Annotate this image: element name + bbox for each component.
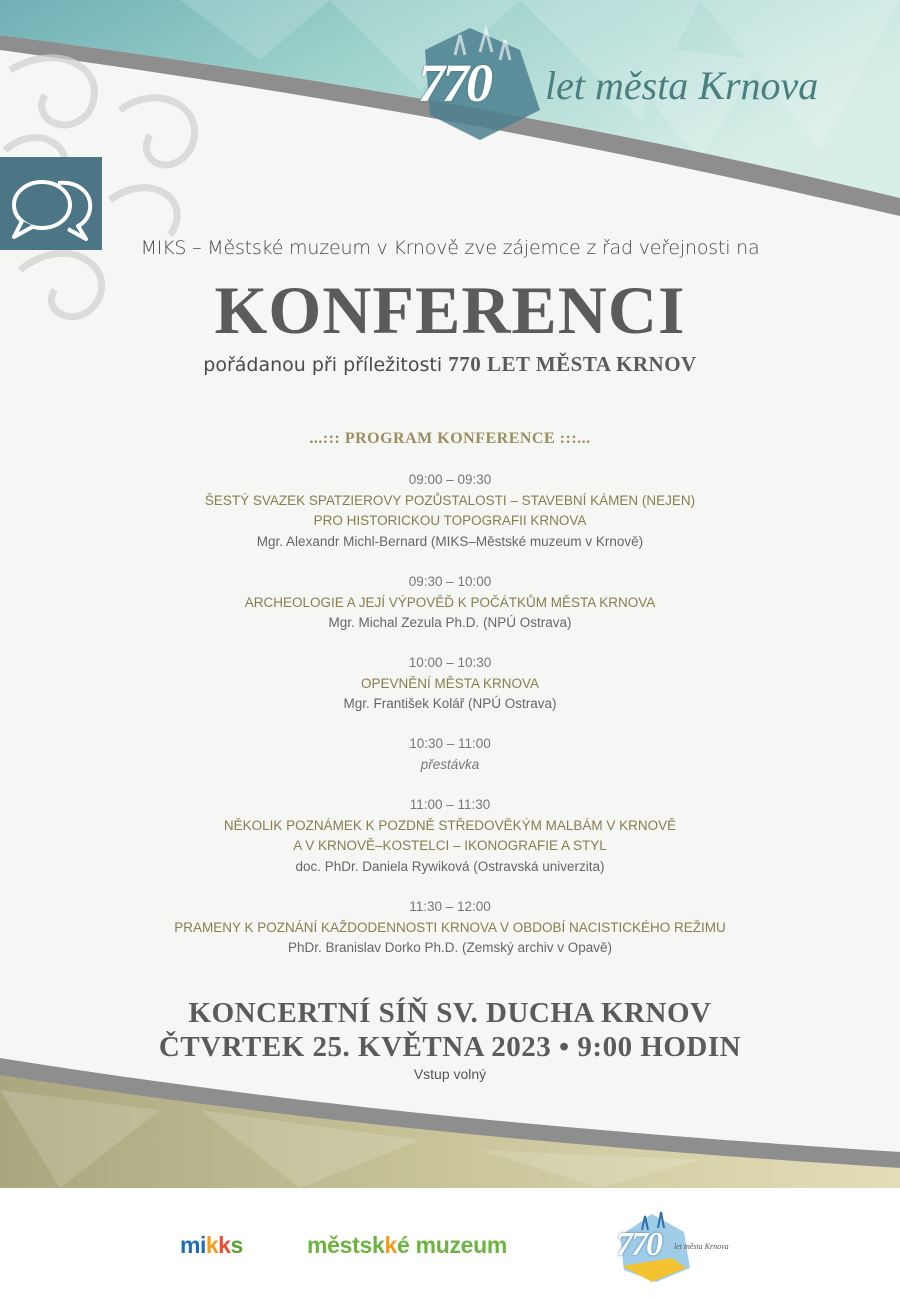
header-logo-number: 770 xyxy=(418,53,490,113)
subtitle-prefix: pořádanou při příležitosti xyxy=(203,354,443,376)
program-title-line: NĚKOLIK POZNÁMEK K POZDNĚ STŘEDOVĚKÝM MALBÁM V KRNOVĚ xyxy=(223,817,677,833)
intro-text: MIKS – Městské muzeum v Krnově zve zájemce z řad veřejnosti na xyxy=(140,237,760,259)
entry-note: Vstup volný xyxy=(413,1066,487,1082)
footer-770-logo xyxy=(612,1208,729,1286)
mikks-logo-part: mi xyxy=(180,1232,206,1258)
footer-logo-script: let města Krnova xyxy=(674,1242,729,1251)
program-break-label: přestávka xyxy=(420,756,480,772)
program-time: 09:00 – 09:30 xyxy=(408,472,492,487)
program-time: 11:30 – 12:00 xyxy=(409,899,491,914)
mikks-logo-part: k xyxy=(205,1232,219,1258)
program-speaker: Mgr. Alexandr Michl-Bernard (MIKS–Městské muzeum v Krnově) xyxy=(256,533,644,549)
program-item xyxy=(0,653,900,715)
mikks-logo xyxy=(180,1232,243,1259)
page-title: KONFERENCI xyxy=(214,272,686,348)
program-item xyxy=(0,572,900,634)
program-title-line: PRAMENY K POZNÁNÍ KAŽDODENNOSTI KRNOVA V OBDOBÍ NACISTICKÉHO REŽIMU xyxy=(174,919,726,935)
program-item xyxy=(0,470,900,552)
program-time: 09:30 – 10:00 xyxy=(408,574,492,589)
mikks-logo-part: s xyxy=(230,1232,243,1258)
program-heading: ...::: PROGRAM KONFERENCE :::... xyxy=(309,430,591,447)
mikks-logo-part: k xyxy=(218,1232,231,1258)
mestske-muzeum-logo xyxy=(307,1232,507,1259)
footer-logo-number: 770 xyxy=(616,1226,661,1263)
venue-block xyxy=(0,996,900,1064)
program-title-line: PRO HISTORICKOU TOPOGRAFII KRNOVA xyxy=(313,513,587,528)
program-title-line: OPEVNĚNÍ MĚSTA KRNOVA xyxy=(360,675,540,691)
program-speaker: doc. PhDr. Daniela Rywiková (Ostravská univerzita) xyxy=(295,858,605,874)
muzeum-logo-part: k xyxy=(384,1232,397,1258)
venue-place: KONCERTNÍ SÍŇ SV. DUCHA KRNOV xyxy=(188,997,712,1029)
subtitle xyxy=(0,352,900,377)
program-item xyxy=(0,897,900,959)
program-speaker: Mgr. Michal Zezula Ph.D. (NPÚ Ostrava) xyxy=(328,615,572,630)
program-item xyxy=(0,795,900,877)
program-title-line: ŠESTÝ SVAZEK SPATZIEROVY POZŮSTALOSTI – STAVEBNÍ KÁMEN (NEJEN) xyxy=(204,492,696,508)
program-title-line: A V KRNOVĚ–KOSTELCI – IKONOGRAFIE A STYL xyxy=(293,838,607,853)
program-time: 11:00 – 11:30 xyxy=(409,797,491,812)
header-logo-script: let města Krnova xyxy=(545,63,819,108)
program-item xyxy=(0,734,900,775)
program-speaker: PhDr. Branislav Dorko Ph.D. (Zemský archiv v Opavě) xyxy=(287,940,613,955)
program-time: 10:00 – 10:30 xyxy=(408,655,492,670)
muzeum-logo-part: é muzeum xyxy=(396,1232,508,1258)
program-title-line: ARCHEOLOGIE A JEJÍ VÝPOVĚĎ K POČÁTKŮM MĚSTA KRNOVA xyxy=(244,594,656,610)
program-time: 10:30 – 11:00 xyxy=(409,736,491,751)
muzeum-logo-part: městsk xyxy=(307,1232,385,1258)
venue-datetime: ČTVRTEK 25. KVĚTNA 2023 • 9:00 HODIN xyxy=(158,1031,742,1063)
program-speaker: Mgr. František Kolář (NPÚ Ostrava) xyxy=(343,696,557,711)
subtitle-emphasis: 770 LET MĚSTA KRNOV xyxy=(448,352,697,376)
